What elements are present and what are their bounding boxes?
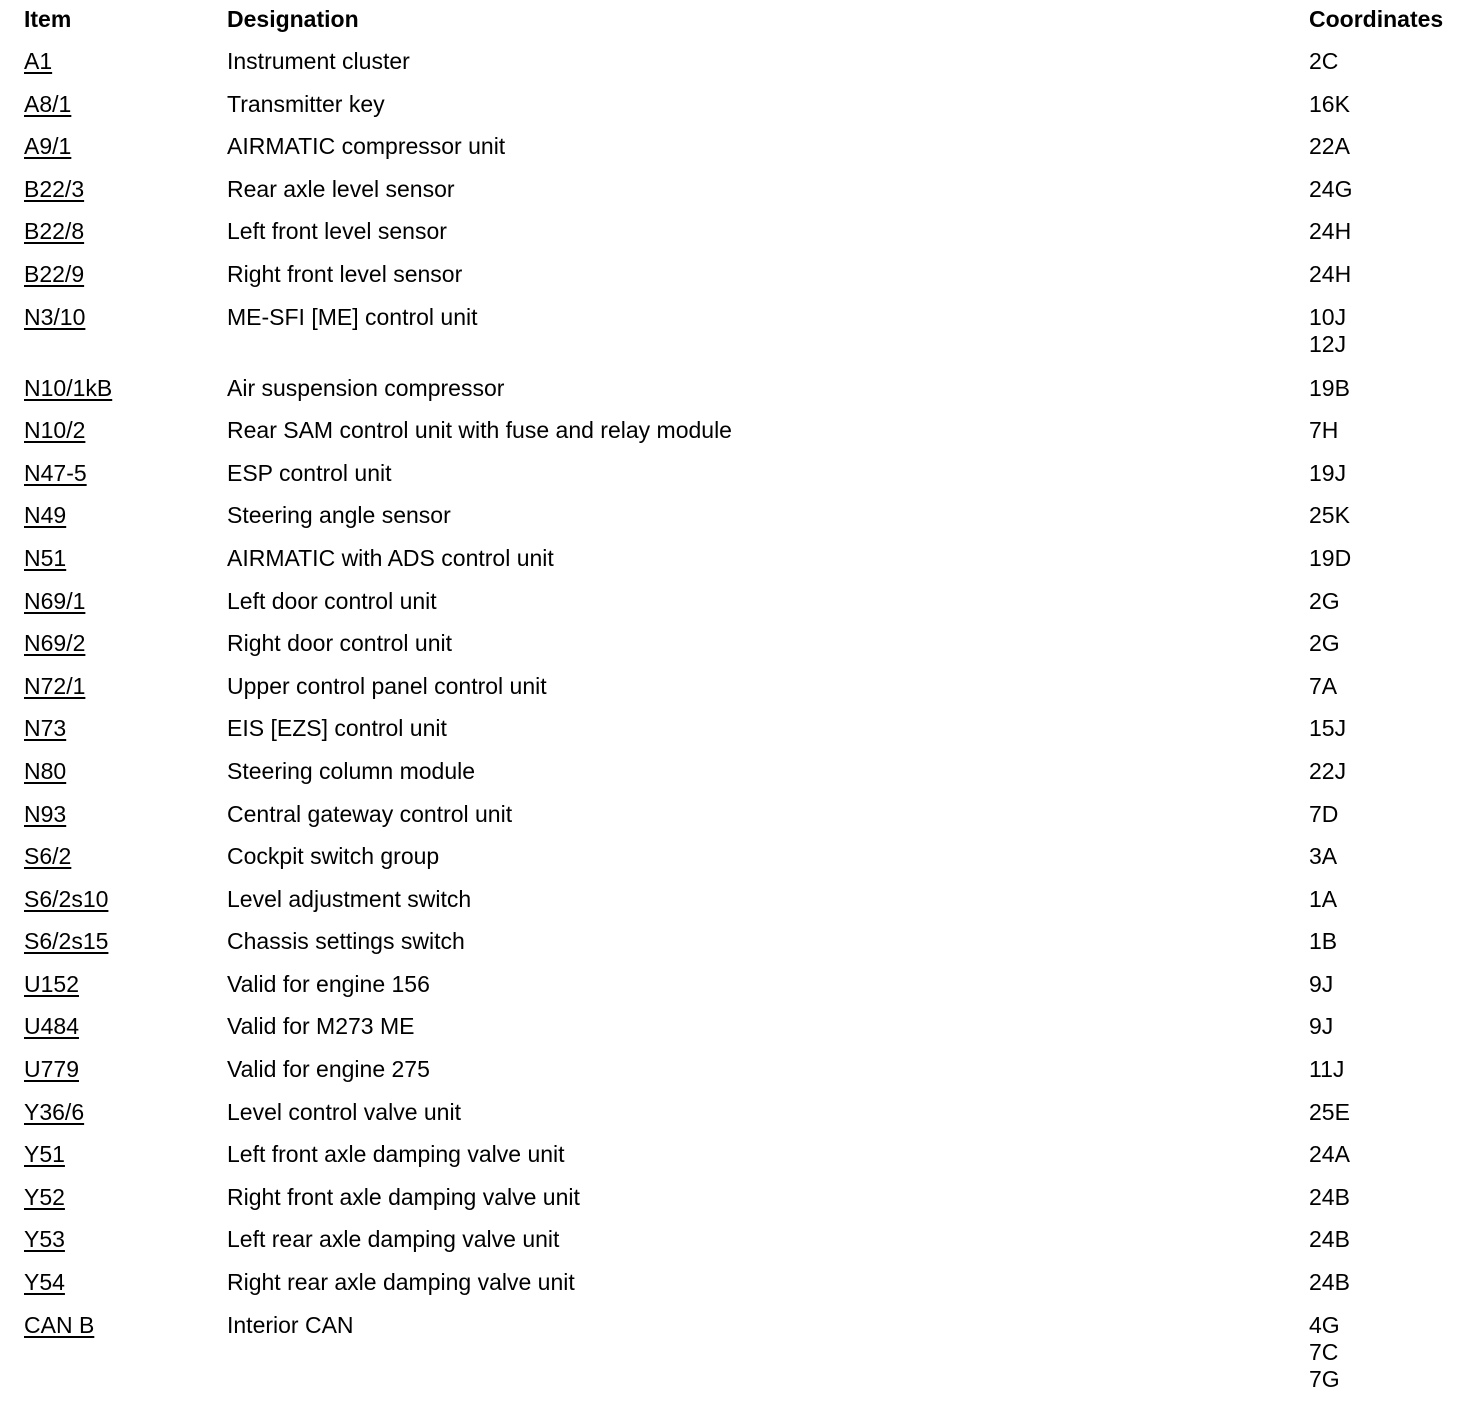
table-row xyxy=(0,1261,1472,1304)
designation-cell: Left door control unit xyxy=(227,587,437,614)
coordinate-value: 25K xyxy=(1309,502,1350,529)
coordinates-cell xyxy=(1309,48,1338,75)
table-row xyxy=(0,1048,1472,1091)
coordinates-cell xyxy=(1309,1013,1333,1040)
designation-cell: Left front level sensor xyxy=(227,218,447,245)
designation-cell: Chassis settings switch xyxy=(227,928,465,955)
coordinate-value: 15J xyxy=(1309,715,1347,742)
coordinate-value: 12J xyxy=(1309,330,1347,357)
table-row xyxy=(0,452,1472,495)
coordinates-cell xyxy=(1309,91,1350,118)
item-link[interactable]: A1 xyxy=(24,48,53,74)
designation-cell: ME-SFI [ME] control unit xyxy=(227,303,478,330)
coordinates-cell xyxy=(1309,630,1340,657)
table-row xyxy=(0,409,1472,452)
coordinates-cell xyxy=(1309,1226,1350,1253)
designation-cell: Steering column module xyxy=(227,757,476,784)
table-row xyxy=(0,1005,1472,1048)
table-row xyxy=(0,665,1472,708)
coordinate-value: 7C xyxy=(1309,1338,1339,1365)
designation-cell: Upper control panel control unit xyxy=(227,672,547,699)
designation-cell: Transmitter key xyxy=(227,90,385,117)
designation-cell: Level adjustment switch xyxy=(227,885,472,912)
coordinates-cell xyxy=(1309,843,1337,870)
table-row xyxy=(0,1218,1472,1261)
item-link[interactable]: S6/2 xyxy=(24,843,72,870)
table-row xyxy=(0,707,1472,750)
designation-cell: Cockpit switch group xyxy=(227,843,440,870)
item-link[interactable]: B22/3 xyxy=(24,175,85,202)
coordinates-cell xyxy=(1309,715,1346,742)
table-row xyxy=(0,920,1472,963)
table-row xyxy=(0,253,1472,296)
table-row xyxy=(0,963,1472,1006)
item-column-header: Item xyxy=(24,6,72,32)
designation-cell: Interior CAN xyxy=(227,1311,354,1338)
designation-cell: Central gateway control unit xyxy=(227,800,513,827)
coordinate-value: 7H xyxy=(1309,417,1339,444)
coordinate-value: 11J xyxy=(1309,1056,1345,1083)
coordinates-cell xyxy=(1309,417,1338,444)
table-header-row xyxy=(0,0,1472,40)
coordinate-value: 19B xyxy=(1309,374,1350,401)
item-link[interactable]: CAN B xyxy=(24,1311,95,1338)
coordinate-value: 4G xyxy=(1309,1311,1340,1338)
item-link[interactable]: N69/2 xyxy=(24,630,86,657)
coordinate-value: 9J xyxy=(1309,970,1334,997)
table-row xyxy=(0,40,1472,83)
item-link[interactable]: N80 xyxy=(24,757,67,784)
coordinates-cell xyxy=(1309,758,1346,785)
designation-cell: Valid for engine 156 xyxy=(227,970,430,997)
table-body xyxy=(0,40,1472,1404)
table-row xyxy=(0,1133,1472,1176)
coordinate-value: 7G xyxy=(1309,1365,1340,1392)
designation-cell: Right door control unit xyxy=(227,630,453,657)
item-link[interactable]: N72/1 xyxy=(24,672,86,699)
designation-cell: Right rear axle damping valve unit xyxy=(227,1269,575,1296)
coordinates-cell xyxy=(1309,176,1352,203)
item-link[interactable]: A9/1 xyxy=(24,133,72,160)
coordinate-value: 24H xyxy=(1309,260,1352,287)
coordinates-cell xyxy=(1309,218,1351,245)
coordinates-cell xyxy=(1309,886,1337,913)
designation-cell: Valid for M273 ME xyxy=(227,1013,415,1040)
designation-cell: Right front level sensor xyxy=(227,260,463,287)
coordinates-cell xyxy=(1309,304,1346,358)
item-link[interactable]: A8/1 xyxy=(24,90,72,117)
table-row xyxy=(0,210,1472,253)
designation-cell: EIS [EZS] control unit xyxy=(227,715,447,742)
table-row xyxy=(0,168,1472,211)
item-link[interactable]: N69/1 xyxy=(24,587,86,614)
table-row xyxy=(0,83,1472,126)
designation-column-header: Designation xyxy=(227,6,359,32)
coordinate-value: 22A xyxy=(1309,133,1350,160)
item-link[interactable]: Y51 xyxy=(24,1141,65,1168)
table-row xyxy=(0,622,1472,665)
designation-cell: Rear SAM control unit with fuse and relay module xyxy=(227,417,732,444)
designation-cell: Rear axle level sensor xyxy=(227,175,455,202)
table-row xyxy=(0,580,1472,623)
item-link[interactable]: N73 xyxy=(24,715,67,742)
item-link[interactable]: N49 xyxy=(24,502,67,529)
coordinate-value: 22J xyxy=(1309,757,1347,784)
coordinates-cell xyxy=(1309,1056,1344,1083)
item-link[interactable]: Y36/6 xyxy=(24,1098,85,1125)
item-link[interactable]: U484 xyxy=(24,1013,79,1040)
item-link[interactable]: Y54 xyxy=(24,1269,65,1296)
coordinate-value: 16K xyxy=(1309,90,1350,117)
coordinates-cell xyxy=(1309,801,1338,828)
table-row xyxy=(0,1304,1472,1404)
coordinates-cell xyxy=(1309,673,1337,700)
item-link[interactable]: S6/2s15 xyxy=(24,928,109,955)
designation-cell: Valid for engine 275 xyxy=(227,1056,430,1083)
coordinates-cell xyxy=(1309,1312,1340,1393)
coordinates-cell xyxy=(1309,1099,1350,1126)
coordinates-cell xyxy=(1309,1141,1350,1168)
designation-cell: Air suspension compressor xyxy=(227,374,505,401)
coordinate-value: 24G xyxy=(1309,175,1353,202)
item-link[interactable]: N10/1kB xyxy=(24,374,113,401)
coordinates-cell xyxy=(1309,460,1346,487)
coordinate-value: 19J xyxy=(1309,459,1347,486)
coordinates-cell xyxy=(1309,1184,1350,1211)
designation-cell: Right front axle damping valve unit xyxy=(227,1183,580,1210)
table-row xyxy=(0,1091,1472,1134)
item-link[interactable]: S6/2s10 xyxy=(24,885,109,912)
coordinates-cell xyxy=(1309,375,1350,402)
coordinates-cell xyxy=(1309,261,1351,288)
coordinate-value: 10J xyxy=(1309,303,1347,330)
item-link[interactable]: N47-5 xyxy=(24,459,87,486)
coordinate-value: 9J xyxy=(1309,1013,1334,1040)
coordinates-cell xyxy=(1309,502,1350,529)
coordinates-column-header: Coordinates xyxy=(1309,6,1444,32)
item-link[interactable]: B22/8 xyxy=(24,218,85,245)
coordinate-value: 7D xyxy=(1309,800,1339,827)
table-row xyxy=(0,125,1472,168)
table-row xyxy=(0,296,1472,367)
designation-cell: Instrument cluster xyxy=(227,48,410,74)
coordinates-cell xyxy=(1309,133,1350,160)
coordinates-cell xyxy=(1309,588,1340,615)
coordinate-value: 1A xyxy=(1309,885,1338,912)
coordinate-value: 19D xyxy=(1309,544,1352,571)
coordinate-value: 25E xyxy=(1309,1098,1350,1125)
designation-cell: Left front axle damping valve unit xyxy=(227,1141,565,1168)
designation-cell: Steering angle sensor xyxy=(227,502,451,529)
coordinate-value: 7A xyxy=(1309,672,1338,699)
coordinate-value: 24B xyxy=(1309,1226,1350,1253)
coordinate-value: 2G xyxy=(1309,587,1340,614)
designation-cell: Level control valve unit xyxy=(227,1098,461,1125)
table-row xyxy=(0,878,1472,921)
coordinate-value: 2G xyxy=(1309,630,1340,657)
designation-cell: AIRMATIC with ADS control unit xyxy=(227,544,554,571)
table-row xyxy=(0,793,1472,836)
table-row xyxy=(0,367,1472,410)
coordinates-cell xyxy=(1309,1269,1350,1296)
coordinate-value: 1B xyxy=(1309,928,1338,955)
item-link[interactable]: N10/2 xyxy=(24,417,86,444)
coordinates-cell xyxy=(1309,545,1351,572)
designation-cell: ESP control unit xyxy=(227,459,392,486)
item-link[interactable]: U152 xyxy=(24,970,79,997)
table-row xyxy=(0,750,1472,793)
item-link[interactable]: Y52 xyxy=(24,1183,65,1210)
coordinate-value: 3A xyxy=(1309,843,1338,870)
coordinate-value: 24B xyxy=(1309,1269,1350,1296)
coordinate-value: 24A xyxy=(1309,1141,1350,1168)
coordinates-cell xyxy=(1309,928,1337,955)
coordinates-cell xyxy=(1309,971,1333,998)
designation-cell: AIRMATIC compressor unit xyxy=(227,133,506,160)
table-row xyxy=(0,494,1472,537)
item-link[interactable]: N51 xyxy=(24,544,67,571)
designation-cell: Left rear axle damping valve unit xyxy=(227,1226,560,1253)
item-link[interactable]: N93 xyxy=(24,800,67,827)
item-link[interactable]: U779 xyxy=(24,1056,79,1083)
coordinate-value: 24H xyxy=(1309,218,1352,245)
table-row xyxy=(0,537,1472,580)
item-link[interactable]: B22/9 xyxy=(24,260,85,287)
table-row xyxy=(0,1176,1472,1219)
item-link[interactable]: N3/10 xyxy=(24,303,86,330)
table-row xyxy=(0,835,1472,878)
item-link[interactable]: Y53 xyxy=(24,1226,65,1253)
coordinate-value: 24B xyxy=(1309,1183,1350,1210)
coordinate-value: 2C xyxy=(1309,48,1339,74)
